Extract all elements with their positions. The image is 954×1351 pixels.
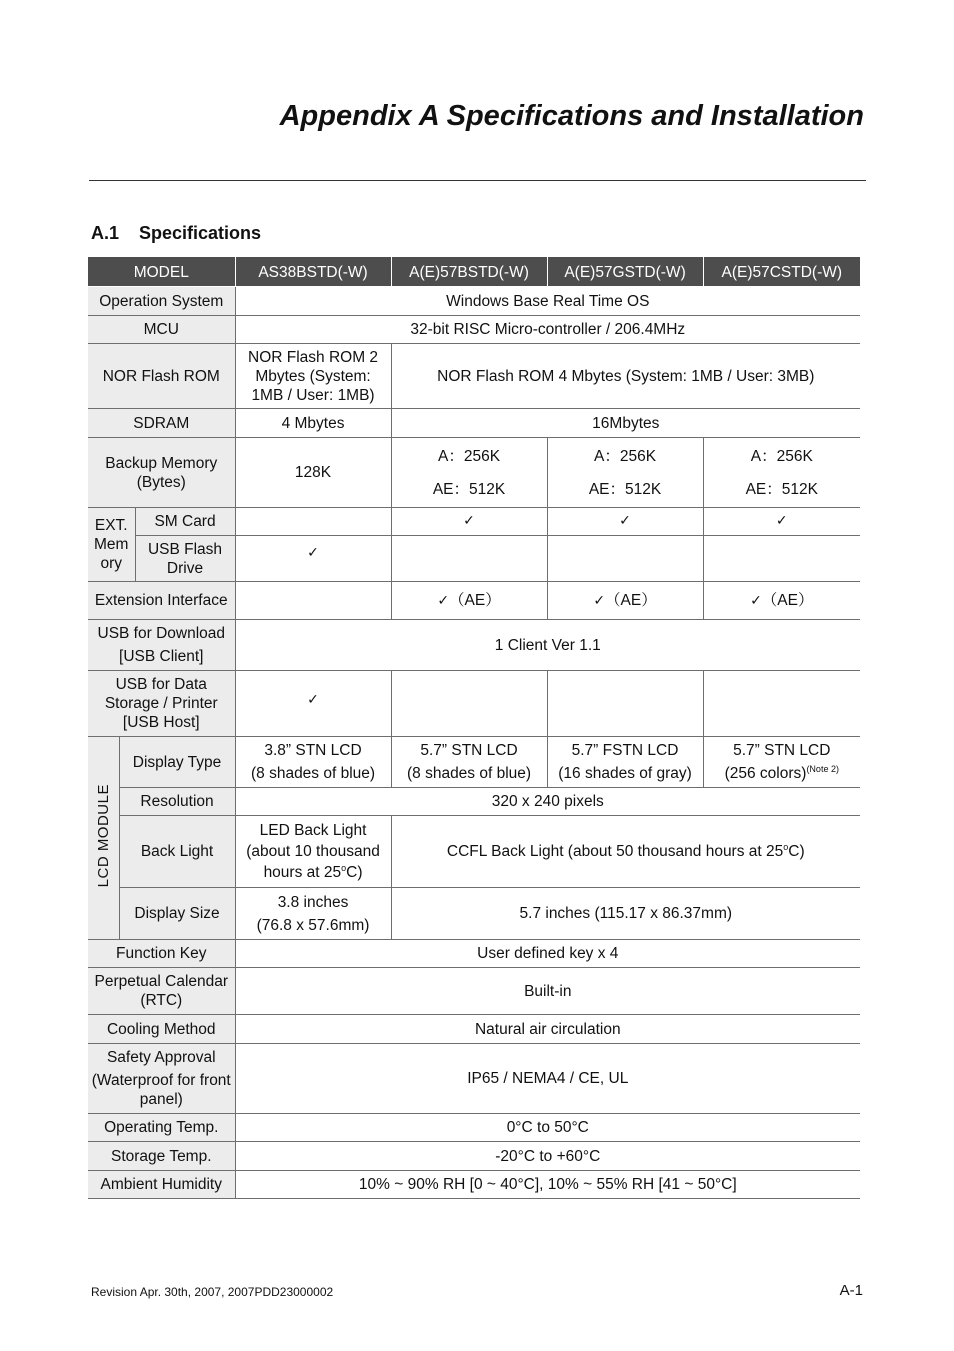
cell-value <box>703 536 860 582</box>
table-row <box>88 671 860 737</box>
value-text: C) <box>346 864 363 881</box>
value-line: 5.7” FSTN LCD <box>571 742 679 759</box>
value-text: C) <box>788 843 805 860</box>
check-mark: ✓ <box>235 671 391 737</box>
check-mark: ✓ <box>703 508 860 536</box>
row-label: Function Key <box>88 940 235 968</box>
cell-value: 128K <box>235 438 391 508</box>
cell-value <box>235 508 391 536</box>
section-number: A.1 <box>91 223 120 243</box>
row-label <box>88 1044 235 1114</box>
cell-value <box>547 536 703 582</box>
cell-value <box>235 582 391 620</box>
value-line <box>707 762 858 785</box>
cell-value: 5.7 inches (115.17 x 86.37mm) <box>391 888 860 940</box>
value-line: 5.7” STN LCD <box>733 742 831 759</box>
header-row <box>88 258 860 287</box>
row-label: USB Flash Drive <box>135 536 235 582</box>
cell-value <box>235 737 391 788</box>
cell-value <box>703 582 860 620</box>
row-label: Operation System <box>88 287 235 316</box>
table-row <box>88 582 860 620</box>
cell-value <box>547 582 703 620</box>
table-row <box>88 1015 860 1044</box>
cell-value: NOR Flash ROM 2 Mbytes (System: 1MB / User: 1MB) <box>235 344 391 409</box>
table-row <box>88 940 860 968</box>
backup-a: A：256K <box>438 447 501 465</box>
degree-superscript: o <box>341 862 347 873</box>
row-label: Display Type <box>119 737 235 788</box>
backup-ae: AE：512K <box>588 480 662 498</box>
value-line: 5.7” STN LCD <box>420 742 518 759</box>
check-mark: ✓ <box>593 592 606 609</box>
cell-value <box>703 671 860 737</box>
note-superscript: (Note 2) <box>806 763 839 774</box>
table-row <box>88 1171 860 1199</box>
table-row <box>88 1114 860 1142</box>
table-row <box>88 1142 860 1171</box>
row-label: Cooling Method <box>88 1015 235 1044</box>
cell-value <box>703 737 860 788</box>
header-col3: A(E)57GSTD(-W) <box>547 258 703 287</box>
table-row <box>88 888 860 940</box>
cell-value: IP65 / NEMA4 / CE, UL <box>235 1044 860 1114</box>
label-line: Safety Approval <box>106 1049 216 1066</box>
value-line: (76.8 x 57.6mm) <box>256 916 370 934</box>
backup-ae: AE：512K <box>432 480 506 498</box>
cell-value <box>235 816 391 888</box>
value-line: (about 10 thousand <box>246 843 380 860</box>
value-line: (8 shades of blue) <box>250 765 376 782</box>
cell-value <box>547 671 703 737</box>
lcd-module-group-label <box>88 737 119 940</box>
check-mark: ✓ <box>391 508 547 536</box>
cell-value <box>547 438 703 508</box>
check-mark: ✓ <box>235 536 391 582</box>
ext-memory-group-label: EXT. Mem ory <box>88 508 135 582</box>
cell-value <box>703 438 860 508</box>
value-text: hours at 25 <box>263 864 342 881</box>
cell-value: 1 Client Ver 1.1 <box>235 620 860 671</box>
section-heading <box>91 223 261 244</box>
cell-value <box>391 671 547 737</box>
footer-page-number: A-1 <box>839 1282 863 1299</box>
cell-value: 10% ~ 90% RH [0 ~ 40°C], 10% ~ 55% RH [41 ~ 50°C] <box>235 1171 860 1199</box>
value-line: (8 shades of blue) <box>406 765 532 782</box>
value-line: (16 shades of gray) <box>558 765 692 782</box>
cell-value <box>547 737 703 788</box>
value-line: 3.8 inches <box>277 893 349 911</box>
page-title: Appendix A Specifications and Installation <box>279 100 864 132</box>
row-label: Resolution <box>119 788 235 816</box>
table-row <box>88 316 860 344</box>
row-label: Ambient Humidity <box>88 1171 235 1199</box>
cell-value <box>235 888 391 940</box>
table-row <box>88 788 860 816</box>
section-title: Specifications <box>139 223 262 243</box>
table-row <box>88 1044 860 1114</box>
label-line: (Waterproof for front panel) <box>91 1072 231 1108</box>
table-row <box>88 344 860 409</box>
cell-value <box>391 536 547 582</box>
label-line: USB for Download <box>97 625 226 642</box>
header-col2: A(E)57BSTD(-W) <box>391 258 547 287</box>
backup-ae: AE：512K <box>745 480 818 498</box>
row-label: Operating Temp. <box>88 1114 235 1142</box>
cell-value <box>391 737 547 788</box>
specifications-table <box>88 257 860 1199</box>
cell-value: User defined key x 4 <box>235 940 860 968</box>
row-label: Backup Memory (Bytes) <box>88 438 235 508</box>
row-label: Extension Interface <box>88 582 235 620</box>
degree-superscript: o <box>783 841 789 852</box>
value-line: LED Back Light <box>259 822 367 839</box>
cell-value: NOR Flash ROM 4 Mbytes (System: 1MB / User: 3MB) <box>391 344 860 409</box>
table-row <box>88 536 860 582</box>
cell-value: Windows Base Real Time OS <box>235 287 860 316</box>
row-label: Back Light <box>119 816 235 888</box>
table-row <box>88 508 860 536</box>
table-row <box>88 287 860 316</box>
cell-value: 0°C to 50°C <box>235 1114 860 1142</box>
table-row <box>88 737 860 788</box>
row-label: Display Size <box>119 888 235 940</box>
value-text: CCFL Back Light (about 50 thousand hours at 25 <box>446 843 784 860</box>
row-label: Storage Temp. <box>88 1142 235 1171</box>
title-divider <box>89 180 866 181</box>
cell-value <box>391 582 547 620</box>
table-row <box>88 438 860 508</box>
label-line: [USB Client] <box>119 648 204 665</box>
footer-revision: Revision Apr. 30th, 2007, 2007PDD23000002 <box>91 1285 334 1299</box>
cell-value: Natural air circulation <box>235 1015 860 1044</box>
cell-value <box>391 816 860 888</box>
header-col1: AS38BSTD(-W) <box>235 258 391 287</box>
row-label: SM Card <box>135 508 235 536</box>
cell-value <box>391 438 547 508</box>
cell-value: Built-in <box>235 968 860 1015</box>
check-mark: ✓ <box>437 592 450 609</box>
lcd-module-text: LCD MODULE <box>94 783 112 888</box>
row-label: MCU <box>88 316 235 344</box>
cell-value: 4 Mbytes <box>235 409 391 438</box>
backup-a: A：256K <box>750 447 813 465</box>
value-line: 3.8” STN LCD <box>264 742 362 759</box>
check-mark: ✓ <box>750 592 762 609</box>
ae-note: （AE） <box>605 591 657 609</box>
value-text: (256 colors) <box>724 765 807 782</box>
header-col4: A(E)57CSTD(-W) <box>703 258 860 287</box>
row-label: SDRAM <box>88 409 235 438</box>
ae-note: （AE） <box>761 591 814 609</box>
table-row <box>88 968 860 1015</box>
cell-value: -20°C to +60°C <box>235 1142 860 1171</box>
backup-a: A：256K <box>594 447 657 465</box>
value-line <box>239 862 388 883</box>
check-mark: ✓ <box>547 508 703 536</box>
ae-note: （AE） <box>449 591 501 609</box>
table-row <box>88 620 860 671</box>
table-row <box>88 816 860 888</box>
row-label: Perpetual Calendar (RTC) <box>88 968 235 1015</box>
row-label <box>88 620 235 671</box>
row-label: NOR Flash ROM <box>88 344 235 409</box>
header-model: MODEL <box>88 258 235 287</box>
table-row <box>88 409 860 438</box>
cell-value: 32-bit RISC Micro-controller / 206.4MHz <box>235 316 860 344</box>
cell-value: 16Mbytes <box>391 409 860 438</box>
row-label: USB for Data Storage / Printer [USB Host] <box>88 671 235 737</box>
cell-value: 320 x 240 pixels <box>235 788 860 816</box>
